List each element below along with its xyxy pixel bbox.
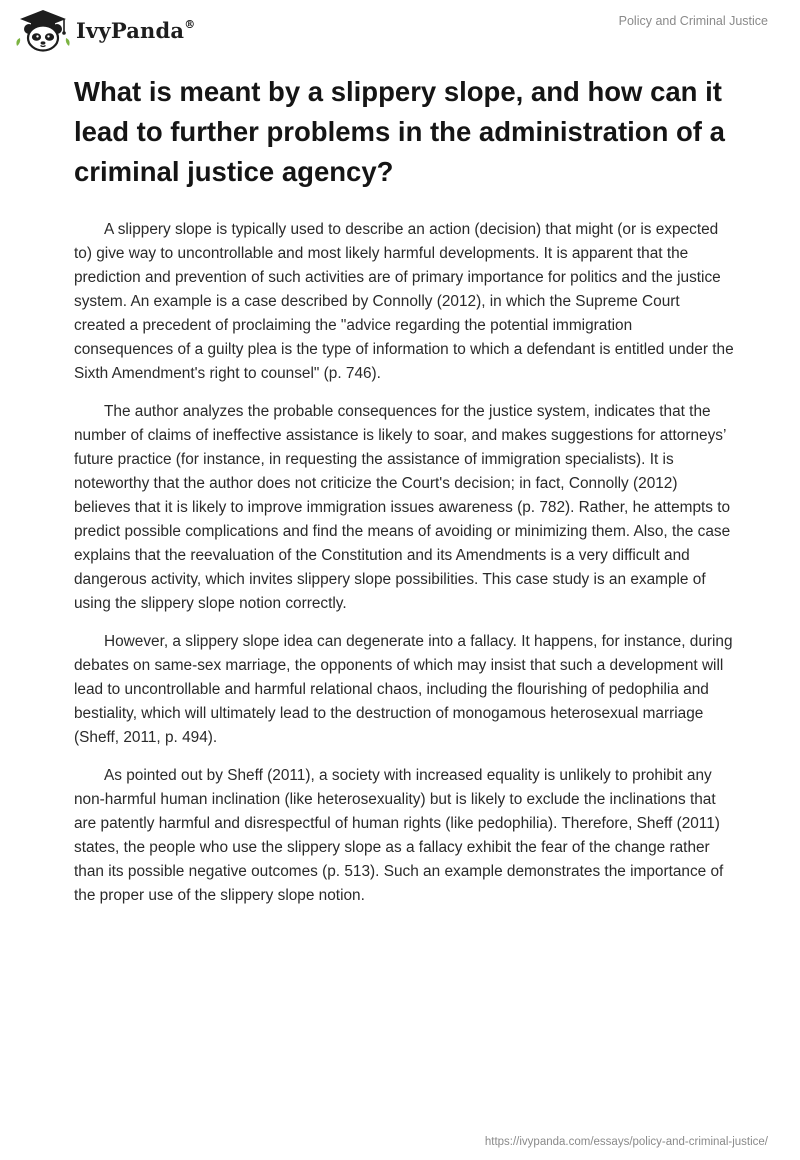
- brand-name: IvyPanda®: [76, 17, 196, 43]
- article-paragraph-3: However, a slippery slope idea can degenerate into a fallacy. It happens, for instance, during debates on same-sex marriage, the opponents of which may insist that such a development will lead to uncontrollable and harmful relational chaos, including the flourishing of pedophilia and bestiality, which will ultimately lead to the destruction of monogamous heterosexual marriage (Sheff, 2011, p. 494).: [74, 633, 733, 746]
- article-paragraph-4: As pointed out by Sheff (2011), a society with increased equality is unlikely to prohibit any non-harmful human inclination (like heterosexuality) but is likely to exclude the inclinations that are patently harmful and disrespectful of human rights (like pedophilia). Therefore, Sheff (2011) states, the people who use the slippery slope as a fallacy exhibit the fear of the change rather than its possible negative outcomes (p. 513). Such an example demonstrates the importance of the proper use of the slippery slope notion.: [74, 767, 724, 904]
- article-paragraph-1: A slippery slope is typically used to describe an action (decision) that might (or is expected to) give way to uncontrollable and most likely harmful developments. It is apparent that the prediction and prevention of such activities are of primary importance for politics and the justice system. An example is a case described by Connolly (2012), in which the Supreme Court created a precedent of proclaiming the "advice regarding the potential immigration consequences of a guilty plea is the type of information to which a defendant is entitled under the Sixth Amendment's right to counsel" (p. 746).: [74, 221, 734, 382]
- article-heading: What is meant by a slippery slope, and how can it lead to further problems in the administration of a criminal justice agency?: [74, 76, 725, 187]
- source-url[interactable]: https://ivypanda.com/essays/policy-and-criminal-justice/: [484, 1136, 768, 1148]
- panda-graduate-icon: [14, 8, 72, 52]
- article-body: [74, 72, 734, 922]
- document-title: Policy and Criminal Justice: [618, 14, 768, 28]
- page-header: [0, 0, 800, 60]
- article-paragraph-2: The author analyzes the probable consequences for the justice system, indicates that the number of claims of ineffective assistance is likely to soar, and makes suggestions for attorneys’ future practice (for instance, in requesting the assistance of immigration specialists). It is noteworthy that the author does not criticize the Court's decision; in fact, Connolly (2012) believes that it is likely to improve immigration issues awareness (p. 782). Rather, he attempts to predict possible complications and find the means of avoiding or minimizing them. Also, the case explains that the reevaluation of the Constitution and its Amendments is a very difficult and dangerous activity, which invites slippery slope possibilities. This case study is an example of using the slippery slope notion correctly.: [74, 403, 731, 612]
- brand-logo[interactable]: [14, 8, 195, 52]
